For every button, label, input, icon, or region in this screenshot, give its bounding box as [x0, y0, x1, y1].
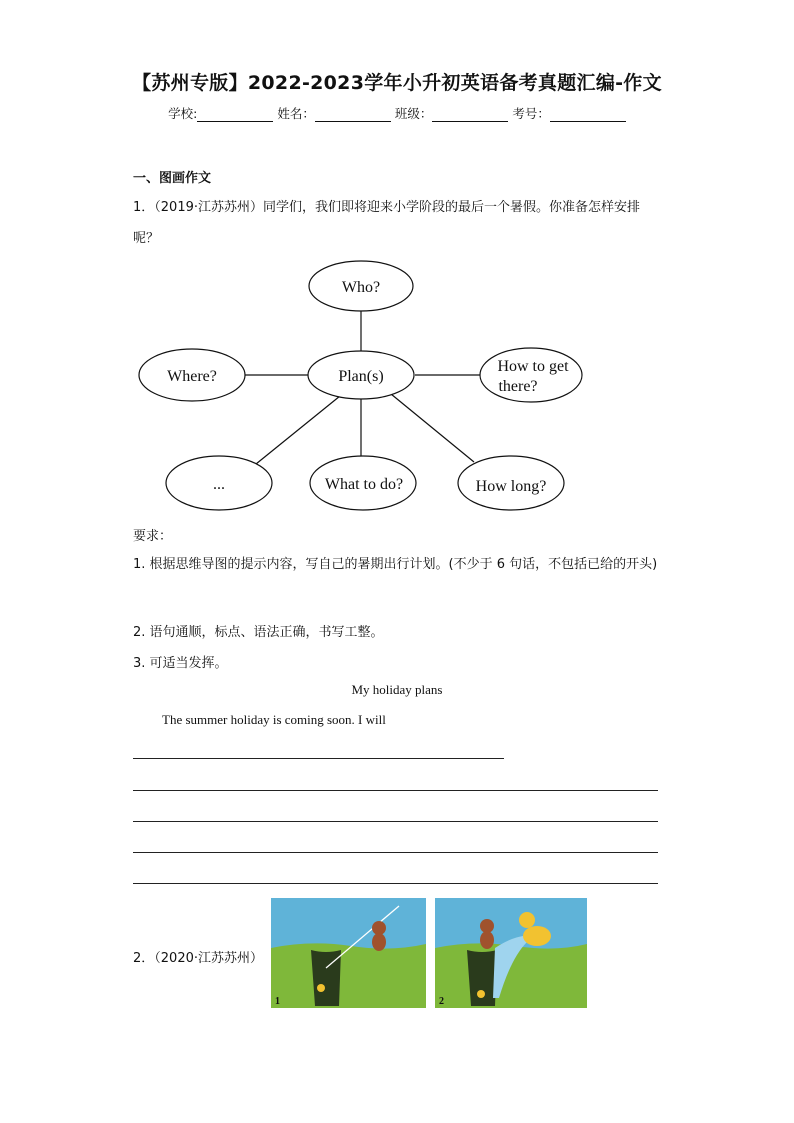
- requirement-1: 1. 根据思维导图的提示内容，写自己的暑期出行计划。(不少于 6 句话，不包括已给的开头): [133, 557, 658, 572]
- connector-how-long: [391, 394, 474, 462]
- mind-map-diagram: [130, 250, 600, 512]
- question-2-text: 2．（2020·江苏苏州）: [133, 951, 263, 966]
- node-how-get-label-1: How to get: [497, 358, 569, 375]
- essay-opening: The summer holiday is coming soon. I will: [162, 712, 386, 727]
- monkey-body: [480, 931, 494, 949]
- small-animal-in-pit: [317, 984, 325, 992]
- page-title: 【苏州专版】2022-2023学年小升初英语备考真题汇编-作文: [132, 72, 662, 94]
- panel-1-number: 1: [275, 996, 280, 1007]
- school-label: 学校:: [168, 106, 198, 121]
- connector-dots: [256, 396, 340, 464]
- exam-no-blank[interactable]: [550, 109, 626, 122]
- exam-no-label: 考号：: [512, 106, 550, 121]
- writing-line[interactable]: [133, 790, 658, 791]
- monkey-body: [372, 933, 386, 951]
- name-blank[interactable]: [315, 109, 391, 122]
- writing-line[interactable]: [133, 852, 658, 853]
- node-dots-label: ...: [213, 476, 225, 493]
- question-1-text: 1．（2019·江苏苏州）同学们，我们即将迎来小学阶段的最后一个暑假。你准备怎样安排呢？: [133, 200, 640, 246]
- requirement-2: 2. 语句通顺，标点、语法正确，书写工整。: [133, 625, 384, 640]
- node-how-get-label-2: there?: [498, 378, 538, 395]
- dog-head: [519, 912, 535, 928]
- node-who-label: Who?: [341, 279, 381, 296]
- name-label: 姓名：: [277, 106, 315, 121]
- class-label: 班级：: [394, 106, 433, 121]
- student-info-line: [0, 104, 794, 122]
- panel-2-number: 2: [439, 996, 444, 1007]
- section-heading: 一、图画作文: [133, 171, 212, 186]
- node-what-label: What to do?: [324, 476, 404, 493]
- node-where-label: Where?: [167, 368, 217, 385]
- requirement-3: 3. 可适当发挥。: [133, 656, 228, 671]
- school-blank[interactable]: [197, 109, 273, 122]
- dog-body: [523, 926, 551, 946]
- node-how-long-label: How long?: [475, 478, 547, 495]
- class-blank[interactable]: [432, 109, 508, 122]
- grass: [271, 943, 426, 1008]
- small-animal-in-pit: [477, 990, 485, 998]
- monkey-head: [372, 921, 386, 935]
- essay-title: My holiday plans: [351, 682, 443, 697]
- writing-line[interactable]: [133, 758, 504, 759]
- writing-line[interactable]: [133, 821, 658, 822]
- picture-panel-1: [271, 898, 426, 1008]
- picture-panel-2: [435, 898, 587, 1008]
- node-center-label: Plan(s): [338, 368, 384, 385]
- writing-line[interactable]: [133, 883, 658, 884]
- monkey-head: [480, 919, 494, 933]
- requirements-label: 要求：: [133, 529, 173, 544]
